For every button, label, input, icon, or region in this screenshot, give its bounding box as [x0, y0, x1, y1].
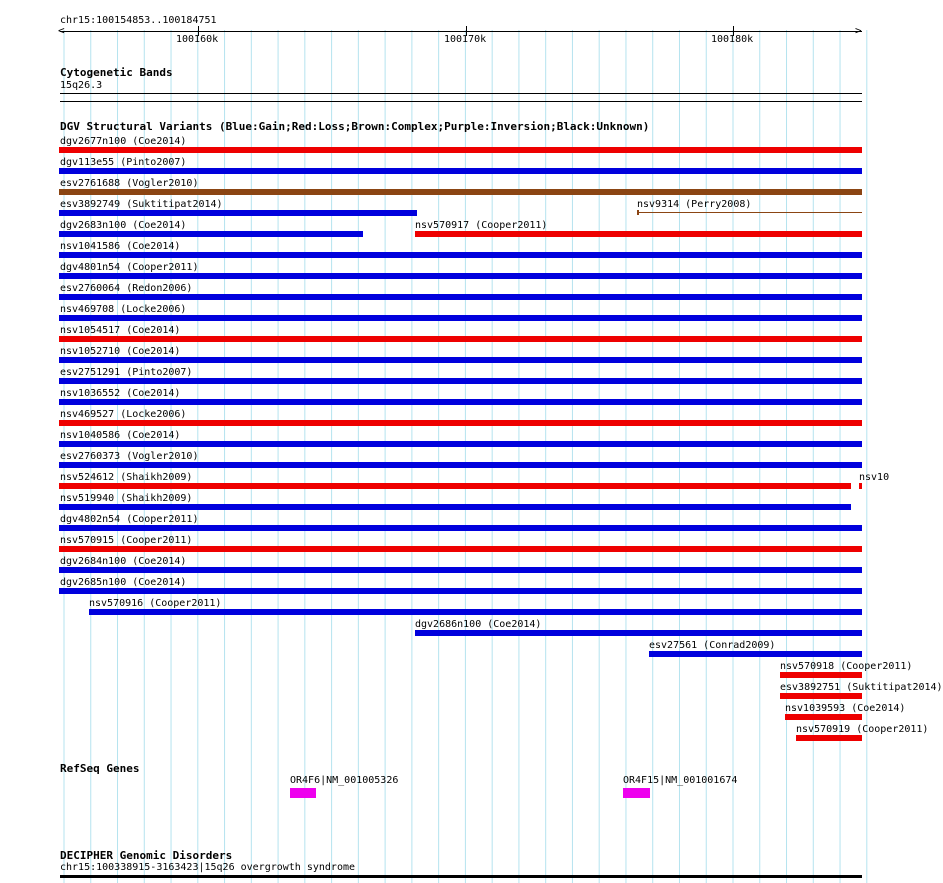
variant-feature[interactable] — [59, 441, 862, 447]
variant-feature[interactable] — [415, 231, 862, 237]
variant-label: dgv2686n100 (Coe2014) — [415, 619, 542, 630]
cytoband-band-top[interactable] — [60, 93, 862, 94]
variant-feature[interactable] — [59, 378, 862, 384]
variant-feature[interactable] — [59, 504, 851, 510]
variant-label: dgv4802n54 (Cooper2011) — [60, 514, 199, 525]
variant-label: dgv2677n100 (Coe2014) — [60, 136, 187, 147]
variant-label: dgv113e55 (Pinto2007) — [60, 157, 187, 168]
variant-label: esv2751291 (Pinto2007) — [60, 367, 193, 378]
cytoband-band-bottom — [60, 101, 862, 102]
variant-feature[interactable] — [59, 315, 862, 321]
variant-feature[interactable] — [59, 357, 862, 363]
variant-label: nsv469708 (Locke2006) — [60, 304, 187, 315]
variant-label: esv3892749 (Suktitipat2014) — [60, 199, 223, 210]
variant-feature[interactable] — [780, 693, 862, 699]
variant-feature[interactable] — [59, 168, 862, 174]
variant-feature[interactable] — [59, 189, 862, 195]
variant-label: nsv1036552 (Coe2014) — [60, 388, 181, 399]
variant-label: nsv1054517 (Coe2014) — [60, 325, 181, 336]
cytoband-track-title[interactable]: Cytogenetic Bands — [60, 66, 173, 79]
variant-label: esv3892751 (Suktitipat2014) — [780, 682, 943, 693]
variant-feature[interactable] — [59, 336, 862, 342]
ruler-tick-label: 100180k — [711, 34, 754, 45]
ruler-tick-label: 100160k — [176, 34, 219, 45]
variant-label: nsv519940 (Shaikh2009) — [60, 493, 193, 504]
variant-feature[interactable] — [59, 420, 862, 426]
variant-label: nsv469527 (Locke2006) — [60, 409, 187, 420]
variant-feature[interactable] — [59, 399, 862, 405]
variant-feature[interactable] — [59, 525, 862, 531]
cytoband-label: 15q26.3 — [60, 80, 103, 91]
variant-feature[interactable] — [859, 483, 862, 489]
ruler-right-arrow: > — [855, 24, 862, 37]
variant-feature[interactable] — [59, 231, 363, 237]
variant-label: dgv2685n100 (Coe2014) — [60, 577, 187, 588]
decipher-feature[interactable] — [60, 875, 862, 878]
variant-label: nsv524612 (Shaikh2009) — [60, 472, 193, 483]
variant-feature[interactable] — [59, 546, 862, 552]
variant-feature[interactable] — [637, 212, 862, 213]
variant-feature[interactable] — [59, 588, 862, 594]
ruler-axis — [60, 31, 862, 32]
variant-feature[interactable] — [89, 609, 862, 615]
dgv-track-title[interactable]: DGV Structural Variants (Blue:Gain;Red:Loss;Brown:Complex;Purple:Inversion;Black:Unknown) — [60, 120, 650, 133]
variant-feature[interactable] — [780, 672, 862, 678]
variant-label: nsv1040586 (Coe2014) — [60, 430, 181, 441]
variant-feature[interactable] — [59, 483, 851, 489]
gene-feature[interactable] — [623, 788, 650, 798]
variant-label: esv27561 (Conrad2009) — [649, 640, 776, 651]
variant-feature[interactable] — [59, 252, 862, 258]
ruler-tick-label: 100170k — [444, 34, 487, 45]
variant-feature[interactable] — [59, 294, 862, 300]
variant-label: dgv2684n100 (Coe2014) — [60, 556, 187, 567]
ruler-left-arrow: < — [58, 24, 65, 37]
variant-label: nsv570918 (Cooper2011) — [780, 661, 913, 672]
variant-label: esv2760373 (Vogler2010) — [60, 451, 199, 462]
gene-label: OR4F6|NM_001005326 — [290, 775, 399, 786]
gene-label: OR4F15|NM_001001674 — [623, 775, 738, 786]
refseq-track-title[interactable]: RefSeq Genes — [60, 762, 140, 775]
variant-label: esv2760064 (Redon2006) — [60, 283, 193, 294]
variant-feature[interactable] — [796, 735, 862, 741]
ruler-location: chr15:100154853..100184751 — [60, 15, 217, 26]
variant-label: nsv1052710 (Coe2014) — [60, 346, 181, 357]
gene-feature[interactable] — [290, 788, 316, 798]
variant-feature[interactable] — [415, 630, 862, 636]
decipher-track-title[interactable]: DECIPHER Genomic Disorders — [60, 849, 233, 862]
variant-label: nsv10 — [859, 472, 890, 483]
variant-label: nsv1041586 (Coe2014) — [60, 241, 181, 252]
variant-feature[interactable] — [785, 714, 862, 720]
variant-feature[interactable] — [59, 273, 862, 279]
variant-feature[interactable] — [59, 567, 862, 573]
variant-label: dgv2683n100 (Coe2014) — [60, 220, 187, 231]
variant-feature[interactable] — [59, 210, 417, 216]
decipher-entry-label: chr15:100338915-3163423|15q26 overgrowth syndrome — [60, 862, 356, 873]
variant-label: nsv570916 (Cooper2011) — [89, 598, 222, 609]
variant-label: esv2761688 (Vogler2010) — [60, 178, 199, 189]
variant-label: nsv570919 (Cooper2011) — [796, 724, 929, 735]
variant-feature[interactable] — [59, 462, 862, 468]
variant-label: dgv4801n54 (Cooper2011) — [60, 262, 199, 273]
variant-label: nsv570917 (Cooper2011) — [415, 220, 548, 231]
variant-label: nsv1039593 (Coe2014) — [785, 703, 906, 714]
variant-feature[interactable] — [59, 147, 862, 153]
variant-label: nsv570915 (Cooper2011) — [60, 535, 193, 546]
variant-label: nsv9314 (Perry2008) — [637, 199, 752, 210]
variant-feature[interactable] — [649, 651, 862, 657]
